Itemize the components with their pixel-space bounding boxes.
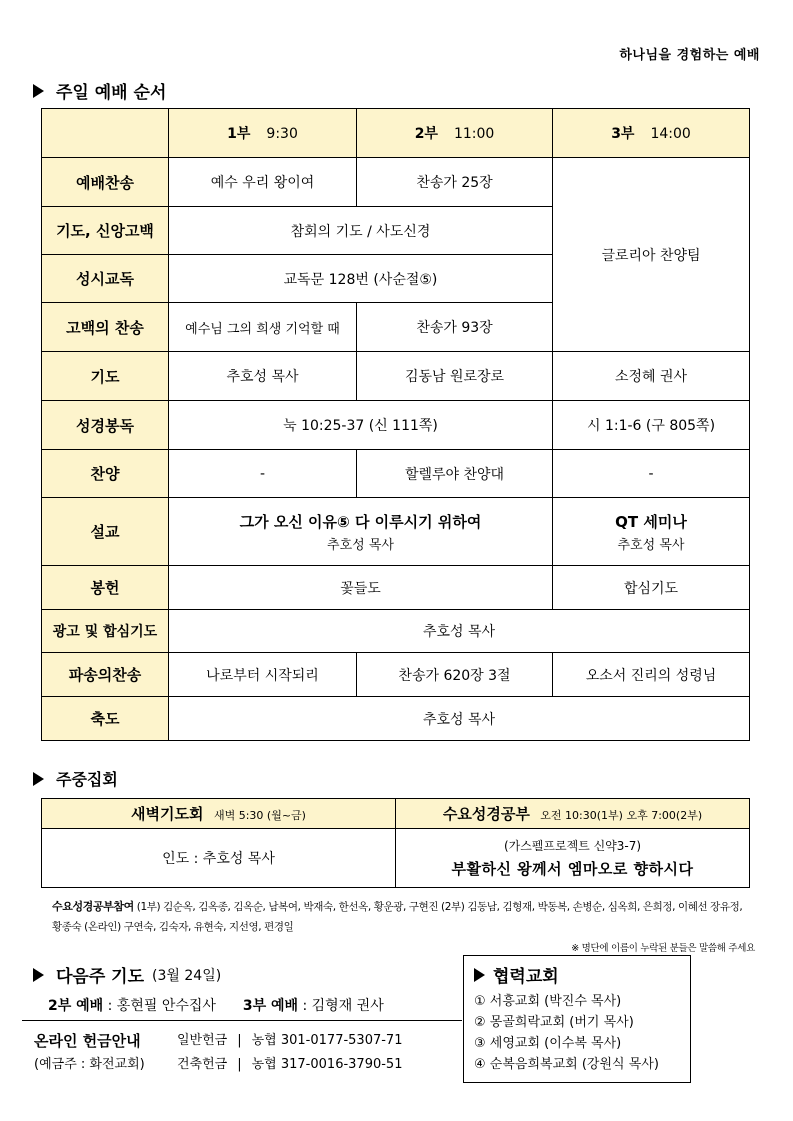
account-holder: (예금주 : 화전교회) — [34, 1057, 145, 1072]
attendance-names: (1부) 김순옥, 김옥종, 김옥순, 남복여, 박재숙, 한선옥, 황운광, 구현진 (2부) 김동남, 김형재, 박동복, 손병순, 심옥희, 은희정, 이혜선 장유정, 황종숙 (온라인) 구연숙, 김숙자, 유현숙, 지선영, 편경일 — [52, 901, 743, 933]
partner-churches-box — [463, 955, 691, 1083]
account-type-1: 일반헌금 — [177, 1033, 228, 1048]
label-confession: 고백의 찬송 — [42, 303, 169, 352]
attendance-label: 수요성경공부참여 — [52, 900, 134, 913]
attendance-list — [52, 897, 752, 937]
label-scripture: 성경봉독 — [42, 401, 169, 450]
triangle-bullet-icon — [33, 968, 44, 982]
gathering-section-title — [33, 767, 118, 790]
online-title: 온라인 헌금안내 — [34, 1032, 141, 1050]
divider-line — [22, 1020, 462, 1021]
next-prayer-date: (3월 24일) — [152, 967, 222, 984]
part3-names: : 김형재 권사 — [302, 998, 384, 1014]
row-prayer — [42, 352, 750, 401]
row-hymn — [42, 158, 750, 207]
sermon-preacher: 추호성 목사 — [327, 537, 394, 553]
online-row-2: (예금주 : 화전교회) 건축헌금 | 농협 317-0016-3790-51 — [34, 1054, 402, 1076]
dawn-header — [42, 799, 396, 829]
label-creed: 기도, 신앙고백 — [42, 207, 169, 255]
sending-part3: 오소서 진리의 성령님 — [553, 653, 750, 697]
sermon-title: 그가 오신 이유⑤ 다 이루시기 위하여 — [239, 512, 482, 531]
order-header-row — [42, 109, 750, 158]
prayer-part2: 김동남 원로장로 — [357, 352, 553, 401]
header-blank-cell — [42, 109, 169, 158]
partner-church-1: ① 서흥교회 (박진수 목사) — [474, 994, 622, 1009]
blessing-all: 추호성 목사 — [169, 697, 750, 741]
wednesday-series: (가스펠프로젝트 신약3-7) — [503, 839, 642, 853]
part3-label: 3부 예배 — [242, 998, 299, 1014]
dawn-leader: 인도 : 추호성 목사 — [42, 829, 396, 888]
scripture-part12: 눅 10:25-37 (신 111쪽) — [169, 401, 553, 450]
creed-part12: 참회의 기도 / 사도신경 — [169, 207, 553, 255]
gathering-header-row — [42, 799, 750, 829]
row-blessing — [42, 697, 750, 741]
announce-all: 추호성 목사 — [169, 610, 750, 653]
gathering-body-row — [42, 829, 750, 888]
row-praise — [42, 450, 750, 498]
label-announce: 광고 및 합심기도 — [42, 610, 169, 653]
offering-part12: 꽃들도 — [169, 566, 553, 610]
order-title-text: 주일 예배 순서 — [56, 83, 167, 103]
sermon-part12 — [169, 498, 553, 566]
seminar-preacher: 추호성 목사 — [617, 537, 685, 553]
reading-part12: 교독문 128번 (사순절⑤) — [169, 255, 553, 303]
praise-part3: - — [553, 450, 750, 498]
confession-part2: 찬송가 93장 — [357, 303, 553, 352]
wednesday-title: 수요성경공부 — [442, 805, 530, 823]
sermon-part3 — [553, 498, 750, 566]
wednesday-header — [396, 799, 750, 829]
triangle-bullet-icon — [474, 968, 485, 982]
triangle-bullet-icon — [33, 84, 44, 98]
worship-order-table — [41, 108, 750, 741]
row-scripture — [42, 401, 750, 450]
seminar-title: QT 세미나 — [615, 512, 687, 531]
part3-praise-team: 글로리아 찬양팀 — [553, 158, 750, 352]
gathering-title-text: 주중집회 — [56, 770, 118, 789]
church-slogan: 하나님을 경험하는 예배 — [619, 48, 760, 63]
label-sermon: 설교 — [42, 498, 169, 566]
weekday-gathering-table — [41, 798, 750, 888]
praise-part2: 할렐루야 찬양대 — [357, 450, 553, 498]
header-part2: 2부 11:00 — [357, 109, 553, 158]
account-number-2: 농협 317-0016-3790-51 — [251, 1057, 403, 1072]
sending-part1: 나로부터 시작되리 — [169, 653, 357, 697]
sending-part2: 찬송가 620장 3절 — [357, 653, 553, 697]
triangle-bullet-icon — [33, 772, 44, 786]
wednesday-body — [396, 829, 750, 888]
label-hymn: 예배찬송 — [42, 158, 169, 207]
header-part3: 3부 14:00 — [553, 109, 750, 158]
label-offering: 봉헌 — [42, 566, 169, 610]
label-praise: 찬양 — [42, 450, 169, 498]
order-section-title — [33, 78, 166, 103]
header-part1: 1부 9:30 — [169, 109, 357, 158]
label-reading: 성시교독 — [42, 255, 169, 303]
dawn-title: 새벽기도회 — [131, 805, 204, 823]
wednesday-time: 오전 10:30(1부) 오후 7:00(2부) — [540, 809, 703, 822]
account-type-2: 건축헌금 — [177, 1057, 228, 1072]
partner-church-4: ④ 순복음희복교회 (강원식 목사) — [474, 1057, 659, 1072]
part2-label: 2부 예배 — [48, 998, 104, 1014]
online-offering-info — [34, 1030, 402, 1076]
hymn-part2: 찬송가 25장 — [357, 158, 553, 207]
praise-part1: - — [169, 450, 357, 498]
hymn-part1: 예수 우리 왕이여 — [169, 158, 357, 207]
omission-note: ※ 명단에 이름이 누락된 분들은 말씀해 주세요 — [571, 943, 755, 954]
next-prayer-leaders — [48, 995, 384, 1015]
partner-church-3: ③ 세영교회 (이수복 목사) — [474, 1036, 622, 1051]
row-offering — [42, 566, 750, 610]
partner-church-2: ② 몽골희락교회 (버기 목사) — [474, 1015, 634, 1030]
next-prayer-title — [33, 962, 221, 987]
next-prayer-title-text: 다음주 기도 — [56, 967, 145, 987]
label-blessing: 축도 — [42, 697, 169, 741]
scripture-part3: 시 1:1-6 (구 805쪽) — [553, 401, 750, 450]
prayer-part1: 추호성 목사 — [169, 352, 357, 401]
online-row-1: 온라인 헌금안내 일반헌금 | 농협 301-0177-5307-71 — [34, 1030, 402, 1054]
dawn-time: 새벽 5:30 (월~금) — [213, 809, 306, 822]
confession-part1: 예수님 그의 희생 기억할 때 — [169, 303, 357, 352]
row-sermon — [42, 498, 750, 566]
label-sending: 파송의찬송 — [42, 653, 169, 697]
prayer-part3: 소정혜 권사 — [553, 352, 750, 401]
wednesday-topic: 부활하신 왕께서 엠마오로 향하시다 — [451, 860, 694, 878]
label-prayer: 기도 — [42, 352, 169, 401]
part2-names: : 홍현필 안수집사 — [107, 998, 216, 1014]
offering-part3: 합심기도 — [553, 566, 750, 610]
row-sending — [42, 653, 750, 697]
row-announce — [42, 610, 750, 653]
partner-churches-title: 협력교회 — [474, 962, 680, 987]
account-number-1: 농협 301-0177-5307-71 — [251, 1033, 403, 1048]
